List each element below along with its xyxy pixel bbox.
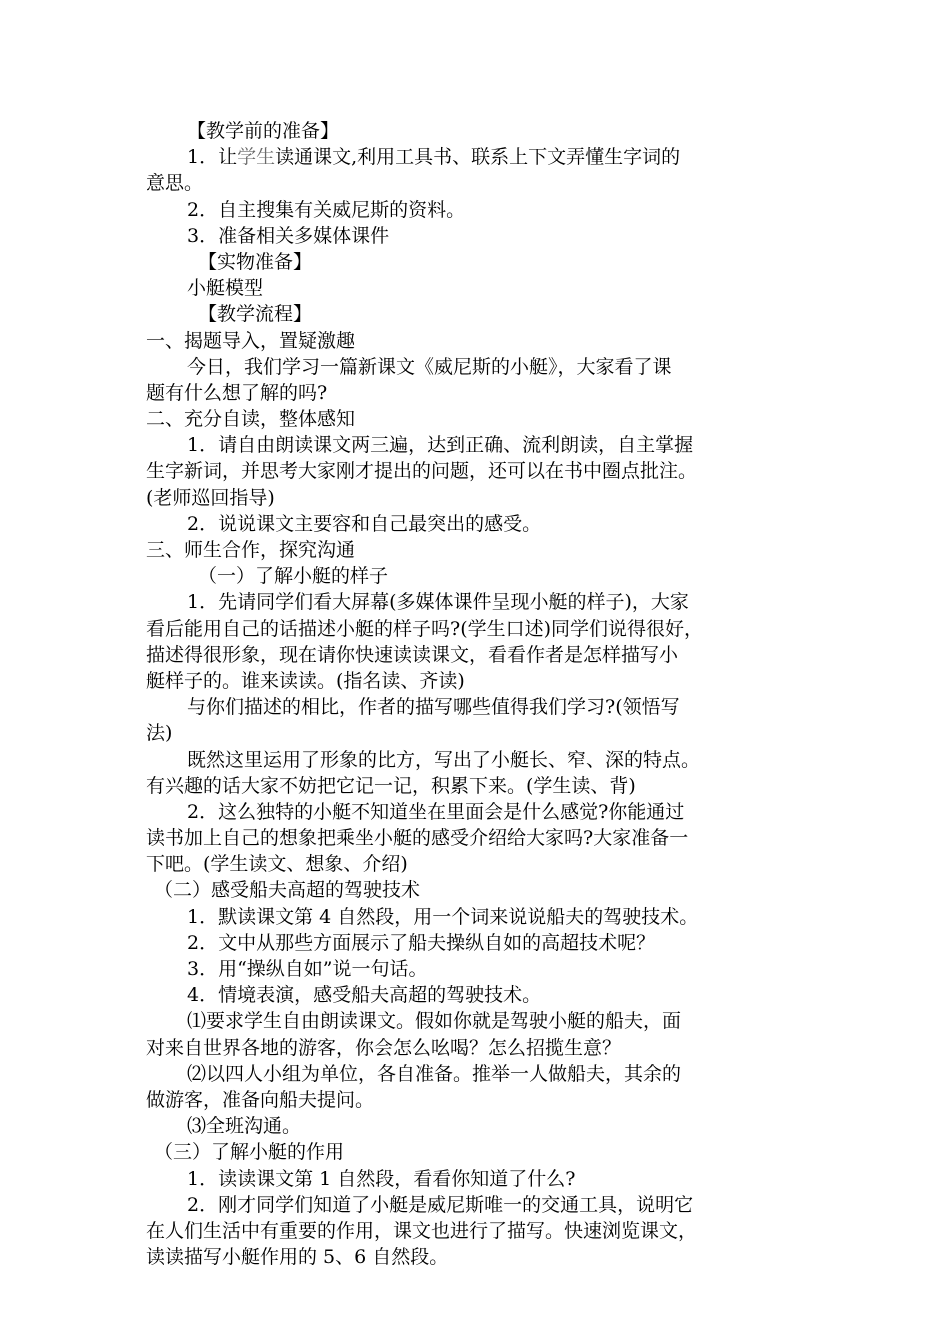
text-line: （三）了解小艇的作用 bbox=[154, 1141, 345, 1164]
text-line: 小艇模型 bbox=[187, 277, 264, 300]
text-line: 4．情境表演，感受船夫高超的驾驶技术。 bbox=[187, 984, 542, 1007]
text-line: 2．刚才同学们知道了小艇是威尼斯唯一的交通工具，说明它 bbox=[187, 1193, 694, 1216]
text-span: 读通课文,利用工具书、联系上下文弄懂生字词的 bbox=[275, 146, 681, 169]
text-line: 既然这里运用了形象的比方，写出了小艇长、窄、深的特点。 bbox=[187, 748, 701, 771]
text-line: 生字新词，并思考大家刚才提出的问题，还可以在书中圈点批注。 bbox=[146, 460, 698, 483]
text-line: 1．先请同学们看大屏幕(多媒体课件呈现小艇的样子)，大家 bbox=[187, 591, 689, 614]
text-line: 艇样子的。谁来读读。(指名读、齐读) bbox=[146, 669, 465, 692]
text-line: （一）了解小艇的样子 bbox=[198, 565, 389, 588]
text-line: 2．自主搜集有关威尼斯的资料。 bbox=[187, 198, 466, 221]
text-line: 1．请自由朗读课文两三遍，达到正确、流利朗读，自主掌握 bbox=[187, 434, 694, 457]
text-line: 与你们描述的相比，作者的描写哪些值得我们学习?(领悟写 bbox=[187, 696, 680, 719]
text-line: 有兴趣的话大家不妨把它记一记，积累下来。(学生读、背) bbox=[146, 774, 636, 797]
text-line: 做游客，准备向船夫提问。 bbox=[146, 1088, 375, 1111]
highlighted-word: 学生 bbox=[237, 146, 276, 169]
text-line: 看后能用自己的话描述小艇的样子吗?(学生口述)同学们说得很好， bbox=[146, 617, 704, 640]
text-line: 【教学流程】 bbox=[198, 303, 313, 326]
text-line: 对来自世界各地的游客，你会怎么吆喝？怎么招揽生意？ bbox=[146, 1036, 622, 1059]
text-line: 读读描写小艇作用的 5、6 自然段。 bbox=[146, 1246, 449, 1269]
text-line: 描述得很形象，现在请你快速读读课文，看看作者是怎样描写小 bbox=[146, 643, 679, 666]
text-line: 法) bbox=[146, 722, 173, 745]
text-line: 读书加上自己的想象把乘坐小艇的感受介绍给大家吗?大家准备一 bbox=[146, 827, 689, 850]
text-line: 1．读读课文第 1 自然段，看看你知道了什么? bbox=[187, 1167, 576, 1190]
text-line: 2．这么独特的小艇不知道坐在里面会是什么感觉?你能通过 bbox=[187, 800, 685, 823]
text-span: 1．让 bbox=[187, 146, 238, 169]
text-line: 意思。 bbox=[146, 172, 204, 195]
text-line: 一、揭题导入，置疑激趣 bbox=[146, 329, 356, 352]
text-line: 3．用“操纵自如”说一句话。 bbox=[187, 958, 428, 980]
text-line: 题有什么想了解的吗? bbox=[146, 381, 328, 404]
text-line: ⑴要求学生自由朗读课文。假如你就是驾驶小艇的船夫，面 bbox=[187, 1010, 682, 1033]
text-line: 1．默读课文第 4 自然段，用一个词来说说船夫的驾驶技术。 bbox=[187, 905, 699, 928]
text-line: 三、师生合作，探究沟通 bbox=[146, 539, 356, 561]
text-line: 在人们生活中有重要的作用，课文也进行了描写。快速浏览课文， bbox=[146, 1219, 698, 1242]
text-line: 【教学前的准备】 bbox=[187, 120, 340, 142]
text-line: 2．说说课文主要容和自己最突出的感受。 bbox=[187, 512, 542, 535]
text-line: （二）感受船夫高超的驾驶技术 bbox=[154, 879, 421, 902]
text-line: (老师巡回指导) bbox=[146, 486, 275, 509]
text-line: ⑵以四人小组为单位，各自准备。推举一人做船夫，其余的 bbox=[187, 1062, 682, 1085]
text-line: 3．准备相关多媒体课件 bbox=[187, 224, 390, 247]
text-line: 下吧。(学生读文、想象、介绍) bbox=[146, 853, 408, 876]
text-line: 【实物准备】 bbox=[198, 250, 313, 273]
text-line: ⑶全班沟通。 bbox=[187, 1115, 302, 1138]
text-line: 二、充分自读，整体感知 bbox=[146, 408, 356, 431]
text-line: 今日，我们学习一篇新课文《威尼斯的小艇》，大家看了课 bbox=[187, 355, 672, 378]
document-page bbox=[146, 118, 806, 1270]
text-line bbox=[146, 144, 806, 170]
text-line: 2．文中从那些方面展示了船夫操纵自如的高超技术呢？ bbox=[187, 931, 656, 954]
